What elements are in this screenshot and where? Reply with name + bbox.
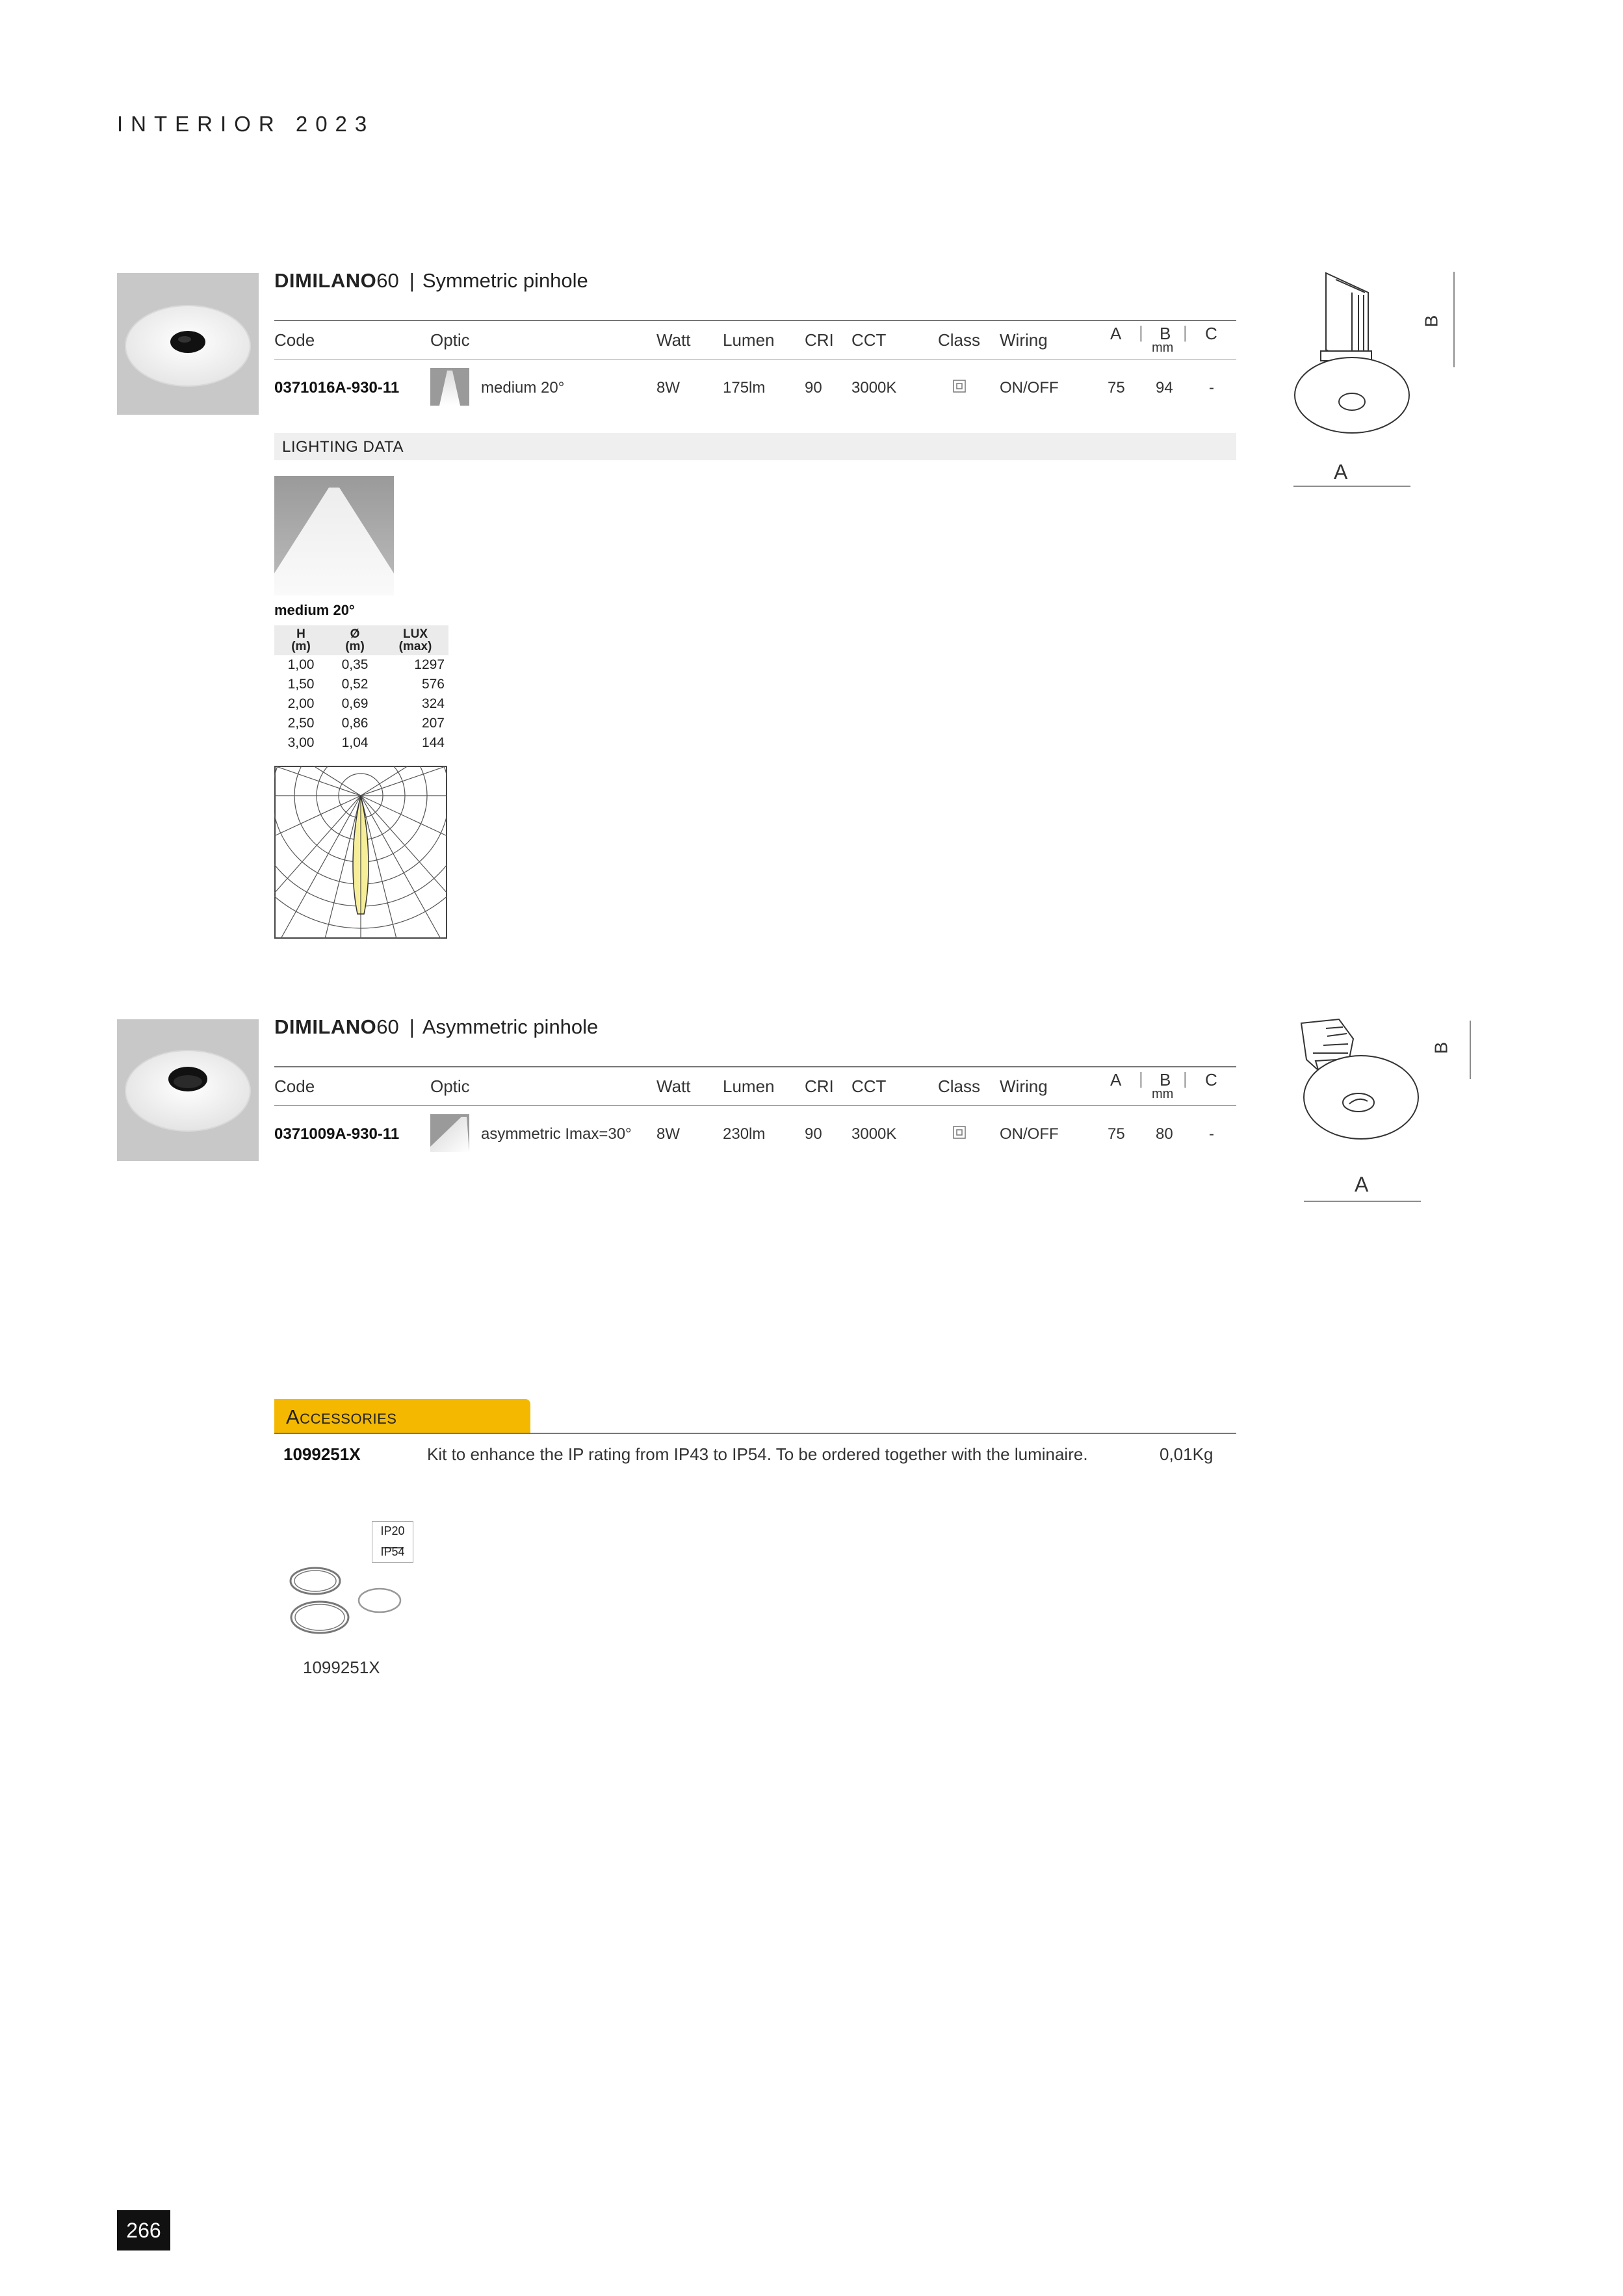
dim-c-value: - [1209,1125,1214,1143]
col-cct: CCT [851,330,887,350]
col-unit-mm: mm [1152,1087,1174,1101]
accessory-code: 1099251X [283,1444,361,1464]
cct-value: 3000K [851,1125,897,1143]
col-code: Code [274,1076,315,1096]
optic-asymmetric-icon [430,1114,469,1152]
brand-name: DIMILANO [274,1015,377,1038]
col-b: B [1160,1070,1171,1089]
product-photo-symmetric [117,273,259,415]
product-title [274,1015,598,1039]
wiring-value: ON/OFF [1000,379,1059,397]
accessories-title: Accessories [286,1405,397,1428]
page-number: 266 [117,2210,170,2250]
lux-col-lux: LUX (max) [382,625,448,655]
arrow-right-icon [382,1541,404,1543]
watt-value: 8W [656,379,680,397]
col-optic: Optic [430,1076,470,1096]
table-top-rule [274,1066,1236,1067]
lux-col-height: H (m) [274,625,328,655]
drawing-label-a: A [1334,460,1348,484]
dim-b-value: 94 [1156,379,1173,397]
col-class: Class [938,1076,981,1096]
col-code: Code [274,330,315,350]
lux-table [274,625,448,753]
accessories-rule [274,1433,1236,1434]
col-cct: CCT [851,1076,887,1096]
ip-to: IP54 [380,1545,405,1558]
col-divider: | [1139,322,1143,342]
col-divider: | [1139,1069,1143,1088]
col-wiring: Wiring [1000,1076,1048,1096]
beam-photo [274,476,394,595]
col-divider: | [1183,322,1188,342]
product-subtitle: Asymmetric pinhole [422,1015,599,1038]
lighting-data-bar [274,433,1236,460]
col-c: C [1205,324,1217,343]
table-row: 3,00 1,04 144 [287,735,445,750]
col-lumen: Lumen [723,1076,775,1096]
accessory-image-caption: 1099251X [303,1658,380,1677]
accessory-gasket-image [286,1563,403,1641]
cri-value: 90 [805,379,822,397]
brand-name: DIMILANO [274,269,377,292]
product-code: 0371016A-930-11 [274,379,400,397]
brand-size: 60 [376,269,399,292]
table-top-rule [274,320,1236,321]
lux-col-diameter: Ø (m) [328,625,382,655]
title-separator: | [409,1015,415,1038]
product-subtitle: Symmetric pinhole [422,269,588,292]
optic-value: asymmetric Imax=30° [481,1125,632,1143]
col-divider: | [1183,1069,1188,1088]
accessory-weight: 0,01Kg [1160,1444,1214,1464]
lighting-optic-name: medium 20° [274,602,355,618]
dim-b-value: 80 [1156,1125,1173,1143]
drawing-label-a: A [1355,1173,1369,1196]
col-watt: Watt [656,330,691,350]
col-unit-mm: mm [1152,341,1174,355]
watt-value: 8W [656,1125,680,1143]
col-b: B [1160,324,1171,343]
lumen-value: 175lm [723,379,766,397]
ip-rating-badge [372,1521,413,1563]
drawing-label-b: B [1421,315,1442,328]
table-row: 1,00 0,35 1297 [287,657,445,672]
table-row: 2,50 0,86 207 [287,716,445,731]
table-row: 2,00 0,69 324 [287,696,445,711]
col-watt: Watt [656,1076,691,1096]
product-code: 0371009A-930-11 [274,1125,400,1143]
table-header-rule [274,1105,1236,1106]
dim-a-value: 75 [1108,379,1125,397]
class-ii-icon [953,1126,966,1139]
dim-c-value: - [1209,379,1214,397]
col-class: Class [938,330,981,350]
technical-drawing-asymmetric [1293,1014,1488,1209]
col-c: C [1205,1070,1217,1089]
col-optic: Optic [430,330,470,350]
ip-from: IP20 [380,1524,405,1537]
product-title [274,269,588,293]
col-cri: CRI [805,330,834,350]
dim-a-value: 75 [1108,1125,1125,1143]
lighting-data-title: LIGHTING DATA [282,438,404,456]
brand-size: 60 [376,1015,399,1038]
cct-value: 3000K [851,379,897,397]
cri-value: 90 [805,1125,822,1143]
lumen-value: 230lm [723,1125,766,1143]
col-a: A [1110,324,1122,343]
catalog-header: INTERIOR 2023 [117,112,375,136]
title-separator: | [409,269,415,292]
drawing-label-b: B [1431,1041,1451,1054]
col-lumen: Lumen [723,330,775,350]
col-a: A [1110,1070,1122,1089]
technical-drawing-symmetric [1287,267,1482,488]
polar-distribution-diagram [274,766,447,939]
class-ii-icon [953,380,966,393]
col-wiring: Wiring [1000,330,1048,350]
optic-value: medium 20° [481,379,565,397]
wiring-value: ON/OFF [1000,1125,1059,1143]
accessory-description: Kit to enhance the IP rating from IP43 to IP54. To be ordered together with the luminaire. [427,1444,1088,1464]
optic-medium-icon [430,368,469,406]
col-cri: CRI [805,1076,834,1096]
table-row: 1,50 0,52 576 [287,677,445,692]
product-photo-asymmetric [117,1019,259,1161]
